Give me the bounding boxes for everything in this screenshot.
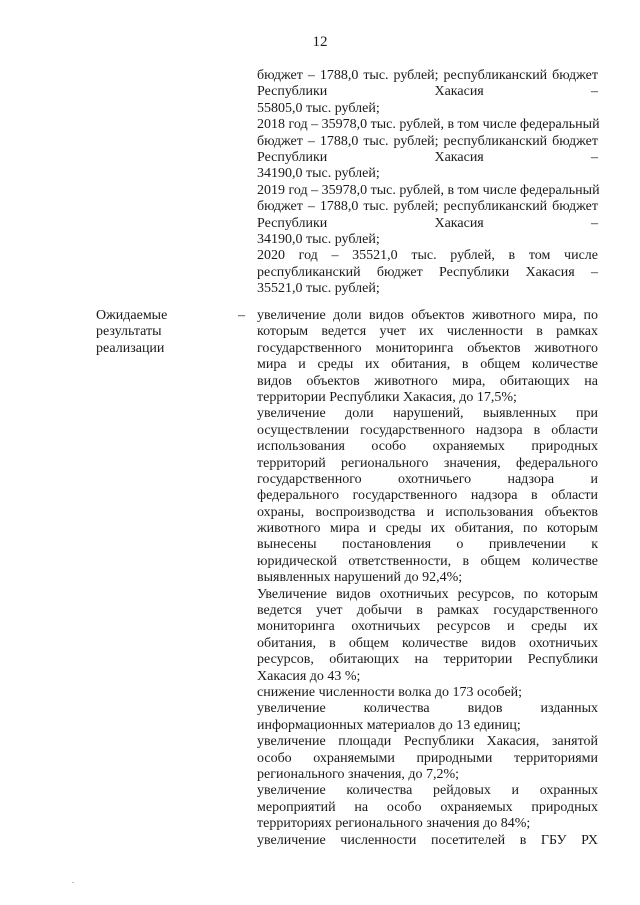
section-label-expected-results: [96, 308, 206, 357]
text-line: территорий регионального значения, федерального: [257, 455, 598, 471]
text-line: территории Республики Хакасия, до 17,5%;: [257, 389, 517, 405]
text-line: особо охраняемыми природными территориями: [257, 750, 598, 766]
text-line: государственного мониторинга объектов животного: [257, 340, 598, 356]
text-line: Республики Хакасия –: [257, 149, 598, 165]
text-line: охраны, воспроизводства и использования объектов: [257, 504, 598, 520]
section-label-line: Ожидаемые: [96, 308, 168, 323]
text-line: Хакасия до 43 %;: [257, 668, 361, 684]
section-label-line: реализации: [96, 340, 165, 356]
text-line: 2018 год – 35978,0 тыс. рублей, в том числе федеральный: [257, 117, 600, 133]
text-line: которым ведется учет их численности в рамках: [257, 324, 598, 340]
text-line: бюджет – 1788,0 тыс. рублей; республиканский бюджет: [257, 199, 598, 215]
section-dash: –: [238, 308, 245, 323]
text-line: республиканский бюджет Республики Хакасия –: [257, 264, 598, 280]
text-line: 55805,0 тыс. рублей;: [257, 100, 380, 116]
text-line: юридической ответственности, в общем количестве: [257, 553, 598, 569]
text-line: территориях регионального значения до 84%;: [257, 816, 531, 832]
scan-speck: [72, 882, 74, 883]
text-line: Увеличение видов охотничьих ресурсов, по которым: [257, 586, 598, 602]
text-line: выявленных нарушений до 92,4%;: [257, 570, 463, 586]
text-line: бюджет – 1788,0 тыс. рублей; республиканский бюджет: [257, 68, 598, 83]
text-line: ресурсов, обитающих на территории Республики: [257, 652, 598, 668]
text-line: животного мира и среды их обитания, по которым: [257, 521, 598, 537]
text-line: 35521,0 тыс. рублей;: [257, 281, 380, 297]
text-line: бюджет – 1788,0 тыс. рублей; республиканский бюджет: [257, 133, 598, 149]
text-line: вынесены постановления о привлечении к: [257, 537, 598, 553]
text-line: мониторинга охотничьих ресурсов и среды их: [257, 619, 598, 635]
text-line: мероприятий на особо охраняемых природных: [257, 799, 598, 815]
text-line: обитания, в общем количестве видов охотничьих: [257, 635, 598, 651]
text-line: мира и среды их обитания, в общем количестве: [257, 357, 598, 373]
page-number: 12: [312, 34, 328, 50]
text-line: 2020 год – 35521,0 тыс. рублей, в том числе: [257, 248, 598, 264]
funding-continuation-text: [257, 68, 598, 297]
text-line: Республики Хакасия –: [257, 215, 598, 231]
text-line: увеличение доли видов объектов животного мира, по: [257, 308, 598, 323]
text-line: регионального значения, до 7,2%;: [257, 766, 460, 782]
text-line: 34190,0 тыс. рублей;: [257, 166, 380, 182]
text-line: использования особо охраняемых природных: [257, 439, 598, 455]
text-line: увеличение площади Республики Хакасия, занятой: [257, 734, 598, 750]
text-line: снижение численности волка до 173 особей;: [257, 684, 523, 700]
text-line: осуществлении государственного надзора в области: [257, 422, 598, 438]
text-line: Республики Хакасия –: [257, 84, 598, 100]
text-line: государственного охотничьего надзора и: [257, 471, 598, 487]
text-line: увеличение численности посетителей в ГБУ РХ: [257, 832, 598, 848]
text-line: увеличение доли нарушений, выявленных при: [257, 406, 598, 422]
text-line: 34190,0 тыс. рублей;: [257, 231, 380, 247]
expected-results-text: [257, 308, 598, 849]
text-line: федерального государственного надзора в области: [257, 488, 598, 504]
text-line: информационных материалов до 13 единиц;: [257, 717, 521, 733]
section-label-line: результаты: [96, 324, 162, 340]
text-line: увеличение количества видов изданных: [257, 701, 598, 717]
text-line: видов объектов животного мира, обитающих на: [257, 373, 598, 389]
text-line: 2019 год – 35978,0 тыс. рублей, в том числе федеральный: [257, 182, 600, 198]
text-line: увеличение количества рейдовых и охранных: [257, 783, 598, 799]
text-line: ведется учет добычи в рамках государственного: [257, 603, 598, 619]
